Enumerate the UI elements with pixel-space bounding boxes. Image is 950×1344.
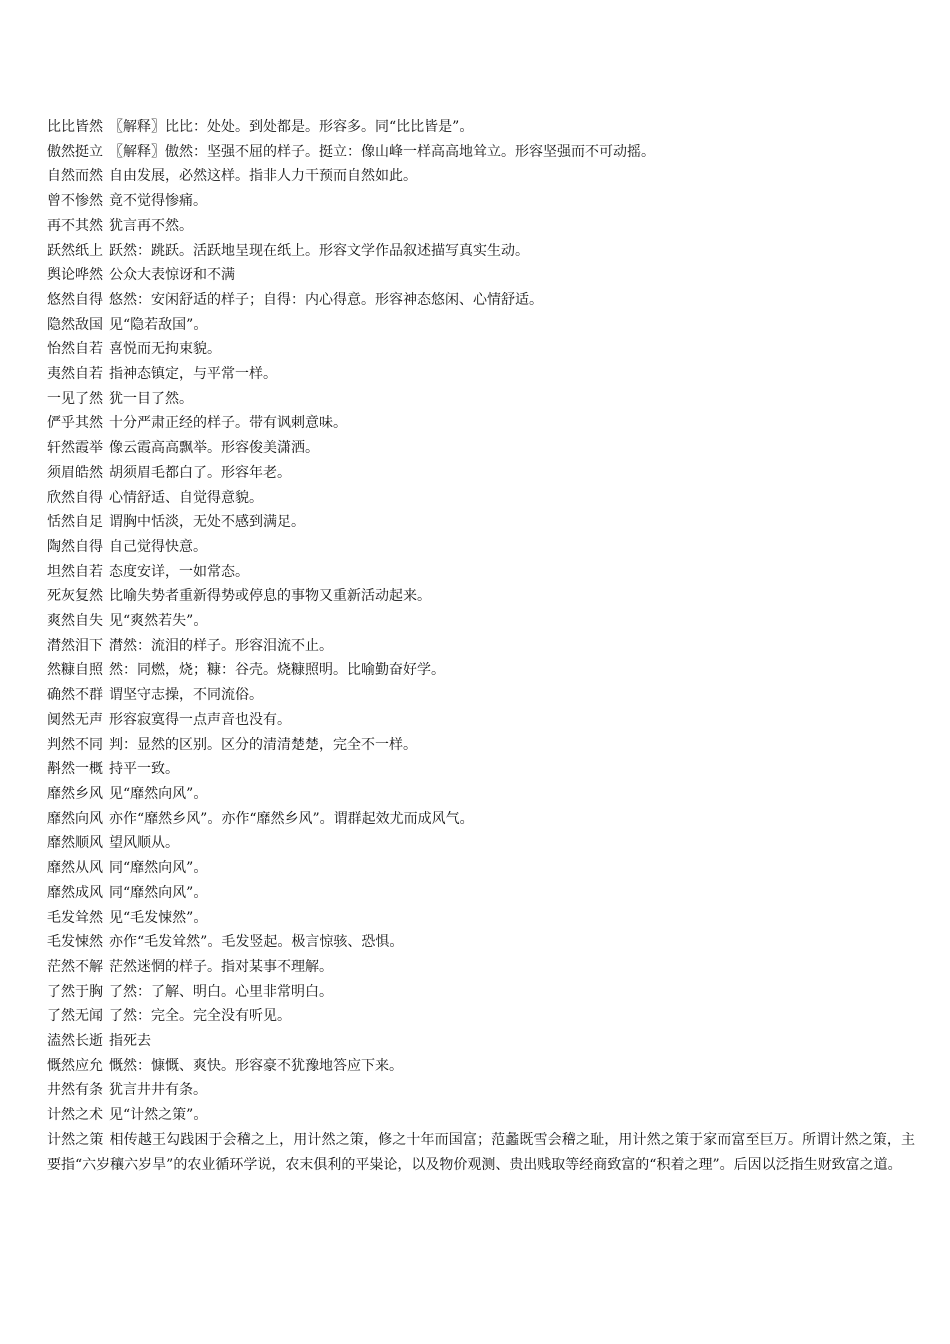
entry-term: 了然于胸	[47, 983, 103, 1000]
entry-term: 靡然成风	[47, 884, 103, 901]
entry-definition: 犹言再不然。	[109, 217, 193, 234]
entry-definition: 犹一目了然。	[109, 390, 193, 407]
entry-term: 隐然敌国	[47, 316, 103, 333]
entry-definition: 十分严肃正经的样子。带有讽刺意味。	[109, 415, 347, 432]
entry	[47, 831, 915, 856]
entry	[47, 980, 915, 1005]
entry-definition: 见“计然之策”。	[109, 1107, 208, 1124]
entry-term: 悠然自得	[47, 291, 103, 308]
entry-term: 一见了然	[47, 390, 103, 407]
entry	[47, 510, 915, 535]
entry-definition: 〖解释〗比比：处处。到处都是。形容多。同“比比皆是”。	[109, 119, 474, 135]
entry	[47, 906, 915, 931]
entry	[47, 337, 915, 362]
entry	[47, 881, 915, 906]
entry	[47, 634, 915, 659]
entry	[47, 609, 915, 634]
entry-definition: 竟不觉得惨痛。	[109, 193, 207, 210]
entry-term: 比比皆然	[47, 119, 103, 135]
entry	[47, 1078, 915, 1103]
entry-definition: 谓胸中恬淡，无处不感到满足。	[109, 514, 305, 531]
entry-definition: 像云霞高高飘举。形容俊美潇洒。	[109, 440, 319, 457]
entry-term: 傲然挺立	[47, 143, 103, 160]
entry-definition: 了然：完全。完全没有听见。	[109, 1008, 291, 1025]
entry-term: 须眉皓然	[47, 464, 103, 481]
entry	[47, 683, 915, 708]
entry	[47, 930, 915, 955]
entry-definition: 指死去	[109, 1033, 151, 1050]
entry-definition: 心情舒适、自觉得意貌。	[109, 489, 263, 506]
entry	[47, 955, 915, 980]
entry-definition: 望风顺从。	[109, 835, 179, 852]
entry-term: 轩然霞举	[47, 440, 103, 457]
entry	[47, 362, 915, 387]
entry-definition: 悠然：安闲舒适的样子；自得：内心得意。形容神态悠闲、心情舒适。	[109, 291, 543, 308]
entry-term: 舆论哗然	[47, 267, 103, 284]
entry	[47, 115, 915, 140]
entry	[47, 782, 915, 807]
entry-definition: 相传越王勾践困于会稽之上，用计然之策，修之十年而国富；范蠡既雪会稽之耻，用计然之策于家而富至巨万。所谓计然之策，主要指“六岁穰六岁旱”的农业循环学说，农末俱利的平粜论，以及物价观测、贵出贱取等经商致富的“积着之理”。后因以泛指生财致富之道。	[47, 1131, 916, 1173]
entry-term: 判然不同	[47, 736, 103, 753]
entry-definition: 公众大表惊讶和不满	[109, 267, 235, 284]
entry-definition: 亦作“毛发耸然”。毛发竖起。极言惊骇、恐惧。	[109, 934, 404, 951]
entry	[47, 288, 915, 313]
entry-definition: 潸然：流泪的样子。形容泪流不止。	[109, 637, 333, 654]
entry	[47, 164, 915, 189]
entry	[47, 535, 915, 560]
entry-term: 死灰复然	[47, 588, 103, 605]
entry-term: 斠然一概	[47, 761, 103, 778]
entry	[47, 658, 915, 683]
entry	[47, 560, 915, 585]
entry	[47, 807, 915, 832]
entry-term: 茫然不解	[47, 958, 103, 975]
entry	[47, 1029, 915, 1054]
entry	[47, 1004, 915, 1029]
entry-term: 毛发悚然	[47, 934, 103, 951]
entry-definition: 了然：了解、明白。心里非常明白。	[109, 983, 333, 1000]
entry	[47, 214, 915, 239]
entry	[47, 411, 915, 436]
entry	[47, 140, 915, 165]
entry-term: 曾不惨然	[47, 193, 103, 210]
entry-term: 跃然纸上	[47, 242, 103, 259]
entry-definition: 跃然：跳跃。活跃地呈现在纸上。形容文学作品叙述描写真实生动。	[109, 242, 529, 259]
document-body	[47, 115, 915, 1177]
entry-term: 俨乎其然	[47, 415, 103, 432]
entry-term: 潸然泪下	[47, 637, 103, 654]
entry-term: 计然之术	[47, 1107, 103, 1124]
entry-definition: 喜悦而无拘束貌。	[109, 341, 221, 358]
entry-definition: 指神态镇定，与平常一样。	[109, 366, 277, 383]
entry	[47, 1054, 915, 1079]
entry	[47, 1103, 915, 1128]
entry	[47, 1128, 915, 1177]
entry	[47, 733, 915, 758]
entry-term: 溘然长逝	[47, 1033, 103, 1050]
entry	[47, 263, 915, 288]
entry-term: 陶然自得	[47, 538, 103, 555]
entry-term: 毛发耸然	[47, 909, 103, 926]
entry-term: 夷然自若	[47, 366, 103, 383]
entry	[47, 486, 915, 511]
entry	[47, 239, 915, 264]
entry-definition: 同“靡然向风”。	[109, 860, 208, 877]
entry-definition: 见“爽然若失”。	[109, 613, 208, 630]
entry-definition: 见“靡然向风”。	[109, 785, 208, 802]
entry-definition: 形容寂寞得一点声音也没有。	[109, 711, 291, 728]
entry-definition: 〖解释〗傲然：坚强不屈的样子。挺立：像山峰一样高高地耸立。形容坚强而不可动摇。	[109, 143, 655, 160]
entry-term: 确然不群	[47, 687, 103, 704]
entry-term: 阒然无声	[47, 711, 103, 728]
entry-term: 井然有条	[47, 1082, 103, 1099]
entry-definition: 然：同燃，烧；糠：谷壳。烧糠照明。比喻勤奋好学。	[109, 662, 445, 679]
entry-term: 欣然自得	[47, 489, 103, 506]
entry-term: 靡然顺风	[47, 835, 103, 852]
entry-term: 然糠自照	[47, 662, 103, 679]
entry-term: 爽然自失	[47, 613, 103, 630]
entry-definition: 茫然迷惘的样子。指对某事不理解。	[109, 958, 333, 975]
entry-term: 了然无闻	[47, 1008, 103, 1025]
entry-term: 计然之策	[47, 1131, 104, 1148]
entry-definition: 持平一致。	[109, 761, 179, 778]
entry-definition: 见“隐若敌国”。	[109, 316, 208, 333]
entry	[47, 436, 915, 461]
entry-term: 再不其然	[47, 217, 103, 234]
entry	[47, 856, 915, 881]
entry-term: 靡然从风	[47, 860, 103, 877]
entry-definition: 慨然：慷慨、爽快。形容豪不犹豫地答应下来。	[109, 1057, 403, 1074]
entry	[47, 387, 915, 412]
entry-term: 靡然乡风	[47, 785, 103, 802]
entry-term: 怡然自若	[47, 341, 103, 358]
entry-definition: 见“毛发悚然”。	[109, 909, 208, 926]
entry-term: 慨然应允	[47, 1057, 103, 1074]
entry	[47, 313, 915, 338]
entry	[47, 461, 915, 486]
entry-definition: 判：显然的区别。区分的清清楚楚，完全不一样。	[109, 736, 417, 753]
entry-definition: 比喻失势者重新得势或停息的事物又重新活动起来。	[109, 588, 431, 605]
entry	[47, 584, 915, 609]
entry-definition: 犹言井井有条。	[109, 1082, 207, 1099]
entry	[47, 189, 915, 214]
entry-term: 靡然向风	[47, 810, 103, 827]
entry-definition: 谓坚守志操，不同流俗。	[109, 687, 263, 704]
entry-definition: 胡须眉毛都白了。形容年老。	[109, 464, 291, 481]
entry-definition: 自由发展，必然这样。指非人力干预而自然如此。	[109, 168, 417, 185]
entry	[47, 708, 915, 733]
entry	[47, 757, 915, 782]
entry-term: 恬然自足	[47, 514, 103, 531]
entry-term: 坦然自若	[47, 563, 103, 580]
entry-term: 自然而然	[47, 168, 103, 185]
entry-definition: 亦作“靡然乡风”。亦作“靡然乡风”。谓群起效尤而成风气。	[109, 810, 474, 827]
entry-definition: 同“靡然向风”。	[109, 884, 208, 901]
entry-definition: 自己觉得快意。	[109, 538, 207, 555]
entry-definition: 态度安详，一如常态。	[109, 563, 249, 580]
